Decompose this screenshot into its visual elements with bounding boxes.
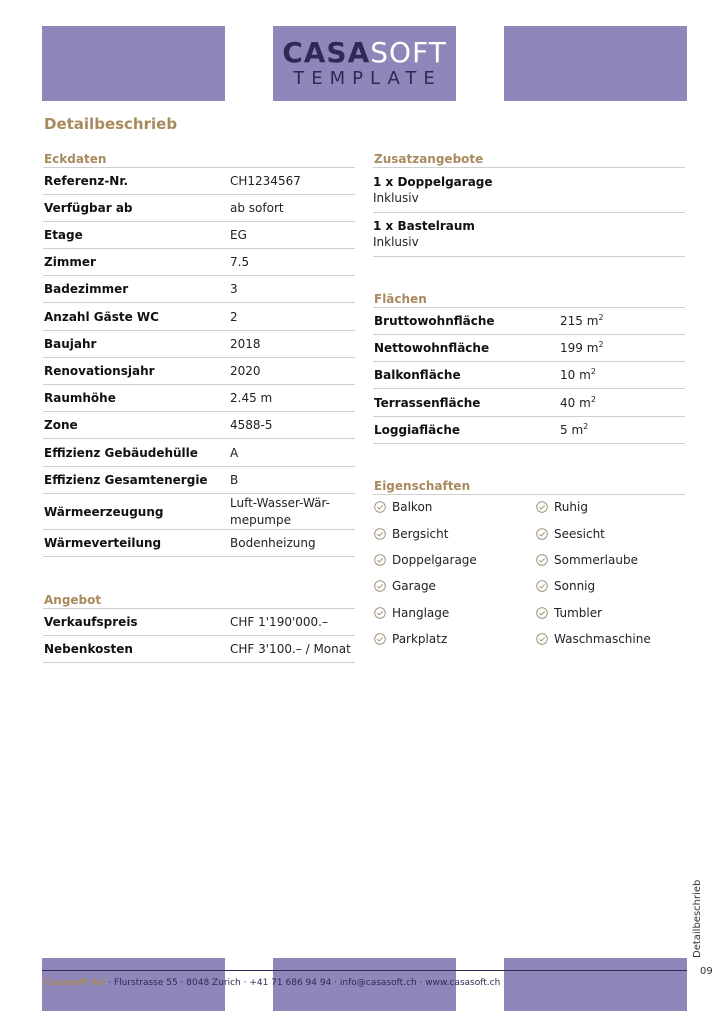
flaechen-unit-sup: 2 <box>598 340 604 349</box>
feature-label: Tumbler <box>554 606 603 620</box>
footer-details: · Flurstrasse 55 · 8048 Zurich · +41 71 686 94 94 · info@casasoft.ch · www.casasoft.ch <box>105 978 501 988</box>
feature-label: Doppelgarage <box>392 553 477 567</box>
feature-label: Ruhig <box>554 500 588 514</box>
flaechen-number: 215 <box>560 314 583 328</box>
eckdaten-label: Baujahr <box>44 337 97 351</box>
side-label: Detailbeschrieb <box>692 879 703 958</box>
footer-contact <box>44 978 500 988</box>
flaechen-number: 10 <box>560 368 576 382</box>
flaechen-label: Loggiafläche <box>374 423 461 437</box>
flaechen-row <box>373 362 685 389</box>
flaechen-number: 199 <box>560 341 583 355</box>
eckdaten-heading: Eckdaten <box>44 152 107 166</box>
eckdaten-value: 4588-5 <box>230 418 273 432</box>
footer-divider <box>42 970 687 971</box>
check-circle-icon <box>536 501 548 513</box>
feature-item <box>536 553 638 567</box>
page-number: 09 <box>700 966 713 977</box>
eckdaten-value: CH1234567 <box>230 174 301 188</box>
zusatz-item-sub: Inklusiv <box>373 235 419 249</box>
flaechen-unit-sup: 2 <box>590 395 596 404</box>
eckdaten-label: Renovationsjahr <box>44 364 155 378</box>
eckdaten-value: 2.45 m <box>230 391 273 405</box>
zusatz-item-title: 1 x Doppelgarage <box>373 175 493 189</box>
eckdaten-label: Effizienz Gebäudehülle <box>44 446 198 460</box>
check-circle-icon <box>374 501 386 513</box>
flaechen-label: Terrassenfläche <box>374 396 481 410</box>
eckdaten-value: 2020 <box>230 364 261 378</box>
flaechen-value <box>560 396 596 411</box>
flaechen-value <box>560 341 604 356</box>
check-circle-icon <box>374 633 386 645</box>
eckdaten-value: mepumpe <box>230 513 291 527</box>
flaechen-number: 40 <box>560 396 576 410</box>
eckdaten-label: Badezimmer <box>44 282 129 296</box>
eckdaten-value: B <box>230 473 239 487</box>
feature-label: Seesicht <box>554 527 605 541</box>
header-band-left <box>42 26 225 101</box>
angebot-label: Verkaufspreis <box>44 615 138 629</box>
flaechen-unit-sup: 2 <box>583 422 589 431</box>
flaechen-heading: Flächen <box>374 292 427 306</box>
angebot-row <box>43 609 355 636</box>
eckdaten-value: EG <box>230 228 247 242</box>
eckdaten-label: Wärmeerzeugung <box>44 504 164 519</box>
feature-label: Garage <box>392 579 436 593</box>
feature-item <box>374 553 477 567</box>
feature-item <box>374 579 436 593</box>
eckdaten-row <box>43 494 355 530</box>
eckdaten-value: 7.5 <box>230 255 250 269</box>
eckdaten-label: Zimmer <box>44 255 96 269</box>
zusatz-item <box>373 174 685 213</box>
eckdaten-row <box>43 249 355 276</box>
eckdaten-row <box>43 195 355 222</box>
flaechen-number: 5 <box>560 423 568 437</box>
eckdaten-row <box>43 358 355 385</box>
flaechen-label: Balkonfläche <box>374 368 461 382</box>
eckdaten-label: Wärmeverteilung <box>44 536 162 550</box>
feature-item <box>536 579 595 593</box>
zusatzangebote-heading-rule <box>373 167 685 168</box>
eckdaten-label: Zone <box>44 418 78 432</box>
flaechen-row <box>373 417 685 444</box>
eckdaten-row <box>43 168 355 195</box>
angebot-label: Nebenkosten <box>44 642 133 656</box>
eigenschaften-heading: Eigenschaften <box>374 479 471 493</box>
eckdaten-label: Etage <box>44 228 83 242</box>
flaechen-value <box>560 423 588 438</box>
check-circle-icon <box>536 607 548 619</box>
eckdaten-value: 3 <box>230 282 238 296</box>
eckdaten-label: Referenz-Nr. <box>44 174 129 188</box>
feature-label: Sonnig <box>554 579 596 593</box>
feature-label: Balkon <box>392 500 433 514</box>
check-circle-icon <box>536 554 548 566</box>
eckdaten-row <box>43 440 355 467</box>
feature-item <box>374 527 448 541</box>
angebot-value: CHF 3'100.– / Monat <box>230 642 351 656</box>
flaechen-unit-sup: 2 <box>598 313 604 322</box>
eckdaten-label: Verfügbar ab <box>44 201 133 215</box>
flaechen-unit: m <box>571 423 584 437</box>
logo-template: TEMPLATE <box>293 67 442 89</box>
feature-item <box>374 632 447 646</box>
flaechen-row <box>373 308 685 335</box>
flaechen-unit: m <box>586 314 599 328</box>
flaechen-value <box>560 314 604 329</box>
eckdaten-label: Anzahl Gäste WC <box>44 310 159 324</box>
check-circle-icon <box>374 607 386 619</box>
feature-label: Hanglage <box>392 606 450 620</box>
flaechen-unit-sup: 2 <box>590 367 596 376</box>
flaechen-row <box>373 335 685 362</box>
flaechen-unit: m <box>579 396 591 410</box>
flaechen-row <box>373 390 685 417</box>
angebot-row <box>43 636 355 663</box>
feature-label: Waschmaschine <box>554 632 651 646</box>
eckdaten-value: 2018 <box>230 337 261 351</box>
feature-item <box>374 500 432 514</box>
eckdaten-row <box>43 412 355 439</box>
eckdaten-row <box>43 304 355 331</box>
flaechen-label: Bruttowohnfläche <box>374 314 495 328</box>
eckdaten-row <box>43 385 355 412</box>
eckdaten-value: 2 <box>230 310 238 324</box>
feature-item <box>536 527 605 541</box>
eckdaten-value: Luft-Wasser-Wär- <box>230 496 330 510</box>
eckdaten-row <box>43 276 355 303</box>
eckdaten-value: A <box>230 446 239 460</box>
zusatz-item-sub: Inklusiv <box>373 191 419 205</box>
eckdaten-value: Bodenheizung <box>230 536 316 550</box>
check-circle-icon <box>374 528 386 540</box>
flaechen-unit: m <box>586 341 599 355</box>
feature-label: Parkplatz <box>392 632 448 646</box>
feature-item <box>536 500 588 514</box>
eigenschaften-heading-rule <box>373 494 685 495</box>
flaechen-value <box>560 368 596 383</box>
check-circle-icon <box>536 633 548 645</box>
eckdaten-row <box>43 222 355 249</box>
zusatz-item <box>373 218 685 257</box>
flaechen-unit: m <box>579 368 591 382</box>
footer-band-right <box>504 958 687 1011</box>
logo-casa: CASA <box>282 35 371 69</box>
footer-company: Casasoft AG <box>44 978 106 988</box>
feature-label: Bergsicht <box>392 527 449 541</box>
logo-soft: SOFT <box>370 35 447 69</box>
feature-item <box>374 606 449 620</box>
feature-item <box>536 632 651 646</box>
eckdaten-row <box>43 331 355 358</box>
eckdaten-value: ab sofort <box>230 201 284 215</box>
feature-label: Sommerlaube <box>554 553 638 567</box>
eckdaten-row <box>43 467 355 494</box>
page-title: Detailbeschrieb <box>44 115 178 133</box>
zusatz-item-title: 1 x Bastelraum <box>373 219 475 233</box>
flaechen-label: Nettowohnfläche <box>374 341 490 355</box>
check-circle-icon <box>374 554 386 566</box>
check-circle-icon <box>536 528 548 540</box>
eckdaten-label: Raumhöhe <box>44 391 116 405</box>
eckdaten-row <box>43 530 355 557</box>
zusatzangebote-heading: Zusatzangebote <box>374 152 484 166</box>
angebot-heading: Angebot <box>44 593 102 607</box>
check-circle-icon <box>536 580 548 592</box>
casasoft-logo <box>273 26 456 101</box>
feature-item <box>536 606 602 620</box>
eckdaten-label: Effizienz Gesamtenergie <box>44 473 208 487</box>
header-band-right <box>504 26 687 101</box>
check-circle-icon <box>374 580 386 592</box>
angebot-value: CHF 1'190'000.– <box>230 615 328 629</box>
